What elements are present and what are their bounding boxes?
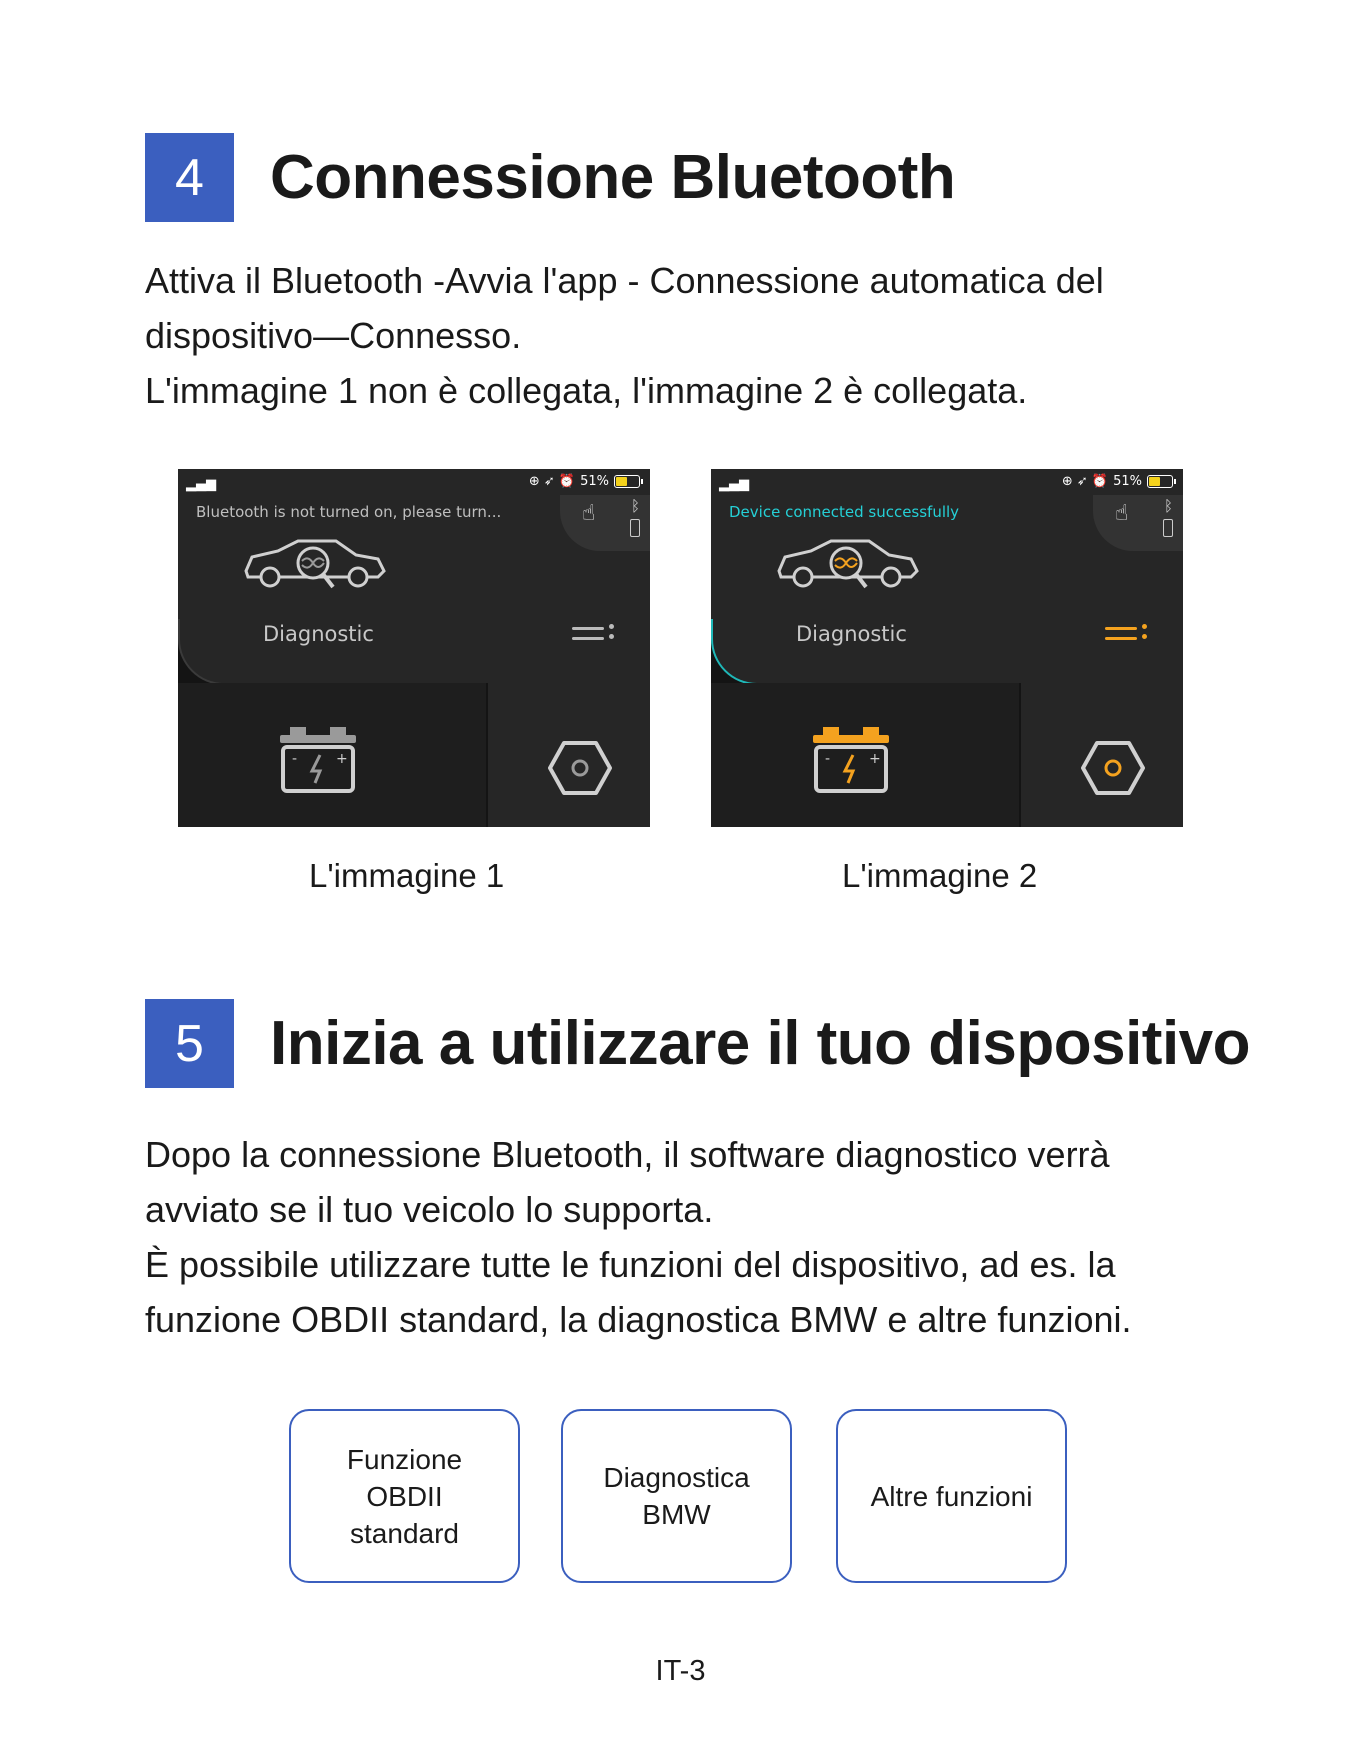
feature-box-other: Altre funzioni bbox=[836, 1409, 1067, 1583]
section-4-heading bbox=[145, 133, 955, 222]
settings-hexagon-icon bbox=[547, 740, 613, 796]
bluetooth-icon: ᛒ bbox=[630, 497, 640, 515]
battery-status-icon bbox=[614, 475, 640, 488]
section-title: Inizia a utilizzare il tuo dispositivo bbox=[270, 1009, 1251, 1078]
tap-hand-icon: ☝ bbox=[1115, 501, 1129, 526]
status-message: Device connected successfully bbox=[729, 503, 960, 521]
image-caption-1: L'immagine 1 bbox=[309, 857, 505, 894]
paragraph: L'immagine 1 non è collegata, l'immagine 2 è collegata. bbox=[145, 370, 1028, 411]
battery-status-icon bbox=[1147, 475, 1173, 488]
car-battery-icon bbox=[278, 725, 358, 795]
alarm-icon: ⊕ ➶ ⏰ bbox=[528, 474, 576, 489]
signal-icon: ▂▄▆ bbox=[186, 477, 216, 492]
card-label: Diagnostic bbox=[263, 622, 374, 646]
section-5-heading bbox=[145, 999, 1250, 1088]
svg-text:-: - bbox=[825, 751, 831, 767]
feature-box-obdii: Funzione OBDII standard bbox=[289, 1409, 520, 1583]
section-number-badge: 5 bbox=[145, 999, 234, 1088]
section-5-text bbox=[145, 1127, 1225, 1347]
alarm-icon: ⊕ ➶ ⏰ bbox=[1061, 474, 1109, 489]
section-title: Connessione Bluetooth bbox=[270, 143, 956, 212]
settings-hexagon-icon bbox=[1080, 740, 1146, 796]
status-message: Bluetooth is not turned on, please turn... bbox=[196, 503, 502, 521]
car-diagnostic-icon bbox=[771, 533, 921, 593]
status-bar: ⊕ ➶ ⏰ 51% bbox=[1062, 474, 1173, 489]
card-label: Diagnostic bbox=[796, 622, 907, 646]
status-bar: ⊕ ➶ ⏰ 51% bbox=[529, 474, 640, 489]
app-screenshot-connected bbox=[711, 469, 1183, 827]
svg-text:-: - bbox=[292, 751, 298, 767]
tap-hand-icon: ☝ bbox=[582, 501, 596, 526]
car-diagnostic-icon bbox=[238, 533, 388, 593]
section-4-text bbox=[145, 253, 1225, 418]
menu-icon bbox=[572, 627, 604, 647]
phone-icon bbox=[630, 519, 640, 537]
car-battery-icon bbox=[811, 725, 891, 795]
app-screenshot-not-connected bbox=[178, 469, 650, 827]
menu-icon bbox=[1105, 627, 1137, 647]
signal-icon: ▂▄▆ bbox=[719, 477, 749, 492]
bluetooth-icon: ᛒ bbox=[1163, 497, 1173, 515]
svg-text:+: + bbox=[869, 751, 881, 767]
phone-icon bbox=[1163, 519, 1173, 537]
paragraph: Dopo la connessione Bluetooth, il software diagnostico verrà avviato se il tuo veicolo lo supporta. bbox=[145, 1134, 1110, 1230]
image-caption-2: L'immagine 2 bbox=[842, 857, 1038, 894]
section-number-badge: 4 bbox=[145, 133, 234, 222]
page-number: IT-3 bbox=[655, 1655, 706, 1687]
paragraph: È possibile utilizzare tutte le funzioni del dispositivo, ad es. la funzione OBDII standard, la diagnostica BMW e altre funzioni. bbox=[145, 1244, 1132, 1340]
svg-text:+: + bbox=[336, 751, 348, 767]
feature-box-bmw: Diagnostica BMW bbox=[561, 1409, 792, 1583]
paragraph: Attiva il Bluetooth -Avvia l'app - Connessione automatica del dispositivo—Connesso. bbox=[145, 260, 1104, 356]
